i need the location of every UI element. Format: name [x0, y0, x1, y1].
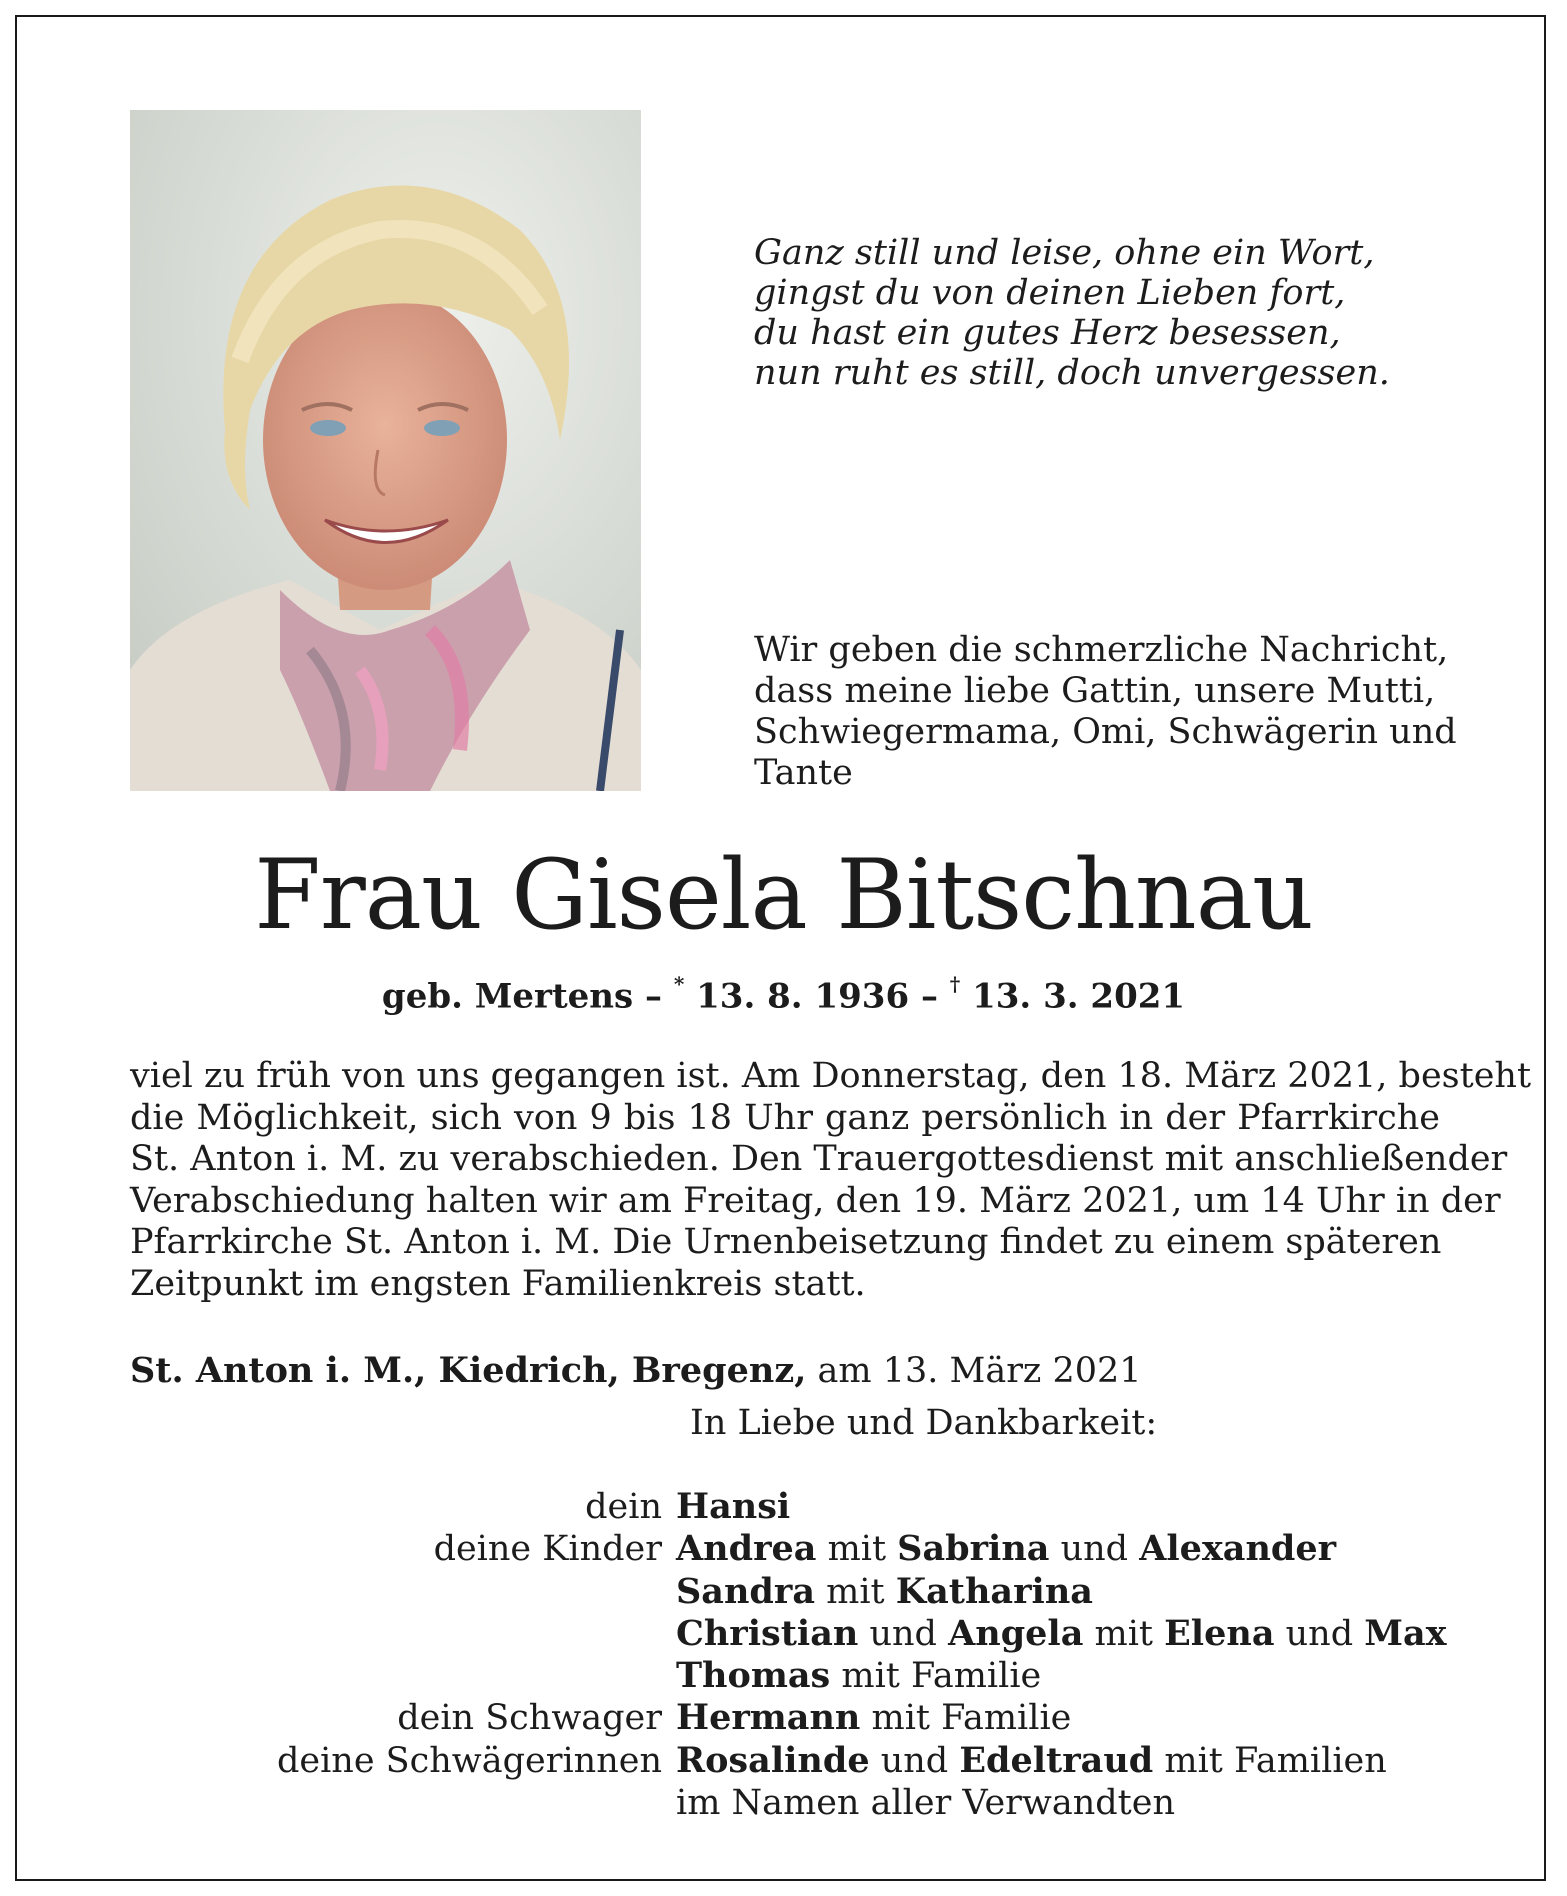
- mourner-name: Hermann: [676, 1697, 861, 1739]
- mourner-name: Andrea: [676, 1528, 817, 1570]
- mourner-name: Thomas: [676, 1655, 831, 1697]
- intro-line: Schwiegermama, Omi, Schwägerin und: [754, 712, 1457, 752]
- body-line: Pfarrkirche St. Anton i. M. Die Urnenbeisetzung findet zu einem späteren: [130, 1222, 1442, 1263]
- signature-connector: und: [858, 1613, 949, 1654]
- death-date: 13. 3. 2021: [960, 976, 1186, 1017]
- memorial-verse: [754, 233, 1454, 393]
- body-line: Verabschiedung halten wir am Freitag, den 19. März 2021, um 14 Uhr in der: [130, 1180, 1501, 1221]
- mourner-name: Edeltraud: [959, 1739, 1154, 1781]
- body-line: Zeitpunkt im engsten Familienkreis statt.: [130, 1263, 866, 1304]
- signature-names: [676, 1782, 1175, 1824]
- signature-role: dein Schwager: [397, 1698, 662, 1739]
- mourner-name: Katharina: [895, 1570, 1093, 1612]
- signature-role: [200, 1571, 676, 1613]
- signature-connector: und: [1049, 1529, 1140, 1570]
- signature-names: [676, 1486, 790, 1528]
- body-line: viel zu früh von uns gegangen ist. Am Donnerstag, den 18. März 2021, besteht: [130, 1056, 1532, 1096]
- mourner-name: Alexander: [1139, 1528, 1337, 1570]
- signature-row: [200, 1486, 1500, 1528]
- mourner-name: Elena: [1164, 1612, 1275, 1654]
- announcement-intro: [754, 630, 1457, 794]
- signature-role: dein: [585, 1487, 662, 1527]
- signature-role: [200, 1613, 676, 1655]
- mourner-name: Rosalinde: [676, 1739, 870, 1781]
- place-and-date: [130, 1350, 1142, 1392]
- deceased-name: Frau Gisela Bitschnau: [254, 839, 1313, 951]
- signature-role: [200, 1782, 676, 1824]
- mourner-name: Max: [1364, 1612, 1447, 1654]
- greeting: In Liebe und Dankbarkeit:: [690, 1403, 1158, 1443]
- signature-row: [200, 1697, 1500, 1739]
- mourner-name: Sabrina: [897, 1528, 1050, 1570]
- mourner-name: Angela: [948, 1612, 1084, 1654]
- signature-names: [676, 1571, 1093, 1613]
- signature-row: [200, 1655, 1500, 1697]
- life-dates: [0, 968, 1567, 1016]
- signature-role: deine Schwägerinnen: [276, 1740, 662, 1781]
- signature-connector: mit Familien: [1153, 1740, 1387, 1781]
- portrait-photo: [130, 110, 641, 791]
- signature-row: [200, 1571, 1500, 1613]
- signatures: [200, 1486, 1500, 1824]
- signature-row: [200, 1613, 1500, 1655]
- mourner-name: Christian: [676, 1612, 859, 1654]
- mourner-name: Hansi: [676, 1486, 791, 1527]
- intro-line: dass meine liebe Gattin, unsere Mutti,: [754, 671, 1436, 711]
- signature-names: [676, 1655, 1041, 1697]
- signature-connector: und: [1274, 1613, 1365, 1654]
- signature-connector: mit: [816, 1529, 898, 1570]
- verse-line: Ganz still und leise, ohne ein Wort,: [754, 233, 1375, 273]
- intro-line: Tante: [754, 753, 853, 793]
- verse-line: gingst du von deinen Lieben fort,: [754, 273, 1346, 313]
- body-line: die Möglichkeit, sich von 9 bis 18 Uhr ganz persönlich in der Pfarrkirche: [130, 1097, 1440, 1138]
- announcement-date: am 13. März 2021: [806, 1351, 1142, 1391]
- signature-names: [676, 1740, 1387, 1782]
- signature-names: [676, 1613, 1447, 1655]
- birth-symbol: *: [673, 972, 685, 996]
- signature-names: [676, 1528, 1336, 1570]
- signature-role: deine Kinder: [433, 1529, 662, 1570]
- death-symbol: †: [949, 972, 961, 996]
- dash: –: [633, 976, 674, 1017]
- intro-line: Wir geben die schmerzliche Nachricht,: [754, 630, 1449, 670]
- signature-row: [200, 1528, 1500, 1570]
- signature-connector: im Namen aller Verwandten: [676, 1783, 1175, 1824]
- signature-row: [200, 1740, 1500, 1782]
- signature-connector: mit: [1083, 1613, 1165, 1654]
- signature-connector: mit Familie: [830, 1656, 1042, 1697]
- signature-row: [200, 1782, 1500, 1824]
- verse-line: du hast ein gutes Herz besessen,: [754, 313, 1341, 353]
- birth-date: 13. 8. 1936: [684, 976, 910, 1017]
- signature-connector: mit Familie: [860, 1698, 1072, 1739]
- verse-line: nun ruht es still, doch unvergessen.: [754, 353, 1390, 393]
- maiden-name: geb. Mertens: [381, 976, 634, 1017]
- funeral-details: [130, 1056, 1532, 1306]
- signature-connector: und: [869, 1740, 960, 1781]
- signature-connector: mit: [815, 1571, 896, 1612]
- mourner-name: Sandra: [676, 1570, 815, 1612]
- dash: –: [909, 976, 950, 1017]
- body-line: St. Anton i. M. zu verabschieden. Den Trauergottesdienst mit anschließender: [130, 1139, 1508, 1180]
- places: St. Anton i. M., Kiedrich, Bregenz,: [130, 1350, 807, 1391]
- signature-role: [200, 1655, 676, 1697]
- signature-names: [676, 1697, 1071, 1739]
